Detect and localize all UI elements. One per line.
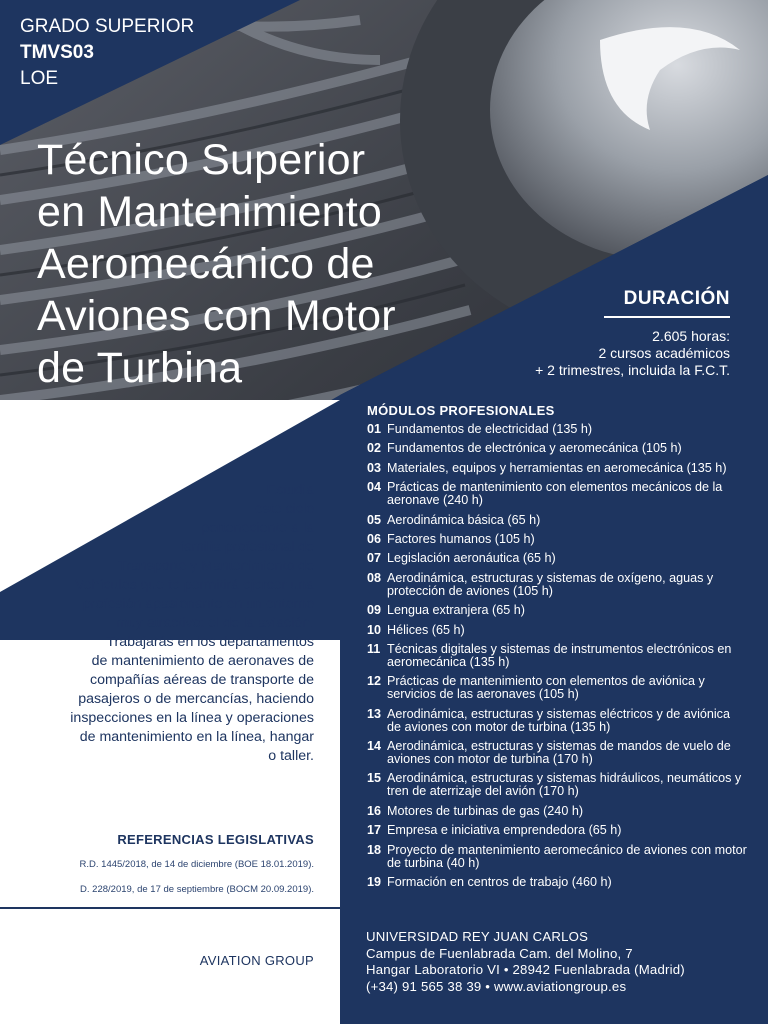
intro-line: compañías aéreas de transporte de xyxy=(90,672,314,688)
module-item xyxy=(367,643,747,669)
module-number: 11 xyxy=(367,641,381,656)
intro-line: muy atractivo: el de la aviación. xyxy=(116,615,314,631)
contact-block xyxy=(366,929,685,995)
contact-line: UNIVERSIDAD REY JUAN CARLOS xyxy=(366,929,589,944)
module-text: Proyecto de mantenimiento aeromecánico de aviones con motor de turbina (40 h) xyxy=(387,842,747,870)
module-text: Formación en centros de trabajo (460 h) xyxy=(387,875,612,890)
law-label: LOE xyxy=(20,68,59,89)
duration-line: 2.605 horas: xyxy=(652,328,730,344)
intro-line: profesión apasionante en un entorno xyxy=(82,596,314,612)
intro-line: pasajeros o de mercancías, haciendo xyxy=(78,691,314,707)
module-text: Prácticas de mantenimiento con elementos de aviónica y servicios de las aeronaves (105 h) xyxy=(387,674,705,702)
intro-line: familia profesional de xyxy=(179,539,314,555)
module-number: 18 xyxy=(367,842,382,857)
title-line: Aviones con Motor xyxy=(37,292,396,340)
title-line: Técnico Superior xyxy=(37,136,366,184)
page-title xyxy=(37,134,517,394)
module-number: 06 xyxy=(367,531,382,546)
intro-line: de mantenimiento de aeronaves de xyxy=(91,653,314,669)
program-code: TMVS03 xyxy=(20,42,94,63)
title-line: en Mantenimiento xyxy=(37,188,383,236)
module-number: 09 xyxy=(367,603,382,618)
module-text: Aerodinámica, estructuras y sistemas hidráulicos, neumáticos y tren de aterrizaje del avión (170 h) xyxy=(387,771,742,799)
aviation-group-logo xyxy=(38,418,184,485)
module-item xyxy=(367,423,747,436)
module-number: 03 xyxy=(367,460,382,475)
module-item xyxy=(367,572,747,598)
reference-item: R.D. 1445/2018, de 14 de diciembre (BOE 18.01.2019). xyxy=(79,859,314,870)
module-text: Lengua extranjera (65 h) xyxy=(387,603,525,618)
duration-block xyxy=(530,288,730,379)
module-number: 16 xyxy=(367,803,382,818)
logo-name: AVIATIONGROUP xyxy=(45,462,177,477)
logo-monogram: GA xyxy=(88,425,134,460)
module-item xyxy=(367,604,747,617)
module-text: Legislación aeronáutica (65 h) xyxy=(387,551,556,566)
intro-line: este ciclo xyxy=(254,501,314,517)
module-item xyxy=(367,708,747,734)
module-number: 14 xyxy=(367,739,382,754)
footer-brand: AVIATION GROUP xyxy=(199,953,314,968)
module-number: 13 xyxy=(367,706,382,721)
module-item xyxy=(367,462,747,475)
module-text: Técnicas digitales y sistemas de instrumentos electrónicos en aeromecánica (135 h) xyxy=(387,641,732,669)
module-item xyxy=(367,805,747,818)
module-text: Hélices (65 h) xyxy=(387,622,465,637)
module-number: 17 xyxy=(367,823,382,838)
module-text: Aerodinámica, estructuras y sistemas de mandos de vuelo de aviones con motor de turbina (170 h) xyxy=(387,739,731,767)
intro-line: Trabajarás en los departamentos xyxy=(106,634,314,650)
module-item xyxy=(367,675,747,701)
module-item xyxy=(367,624,747,637)
module-number: 10 xyxy=(367,622,382,637)
modules-heading: MÓDULOS PROFESIONALES xyxy=(367,403,555,418)
module-number: 05 xyxy=(367,512,382,527)
module-number: 08 xyxy=(367,570,382,585)
module-text: Fundamentos de electricidad (135 h) xyxy=(387,422,593,436)
duration-line: 2 cursos académicos xyxy=(598,345,730,361)
logo-tagline: BORNTOFLY xyxy=(83,479,139,485)
module-text: Fundamentos de electrónica y aeromecánica (105 h) xyxy=(387,441,682,456)
title-line: de Turbina xyxy=(37,344,243,392)
module-item xyxy=(367,481,747,507)
contact-line: Campus de Fuenlabrada Cam. del Molino, 7 xyxy=(366,945,633,961)
intro-line: de mantenimiento en la línea, hangar xyxy=(79,729,314,745)
module-item xyxy=(367,772,747,798)
module-number: 02 xyxy=(367,441,382,456)
module-item xyxy=(367,844,747,870)
module-text: Aerodinámica básica (65 h) xyxy=(387,512,541,527)
intro-line: perteneciente a la xyxy=(201,520,314,536)
module-item xyxy=(367,552,747,565)
wings-emblem-icon xyxy=(41,418,181,460)
reference-item: D. 228/2019, de 17 de septiembre (BOCM 20.09.2019). xyxy=(80,884,314,895)
module-text: Factores humanos (105 h) xyxy=(387,531,535,546)
intro-line: Estudia xyxy=(266,482,314,498)
duration-heading: DURACIÓN xyxy=(604,288,730,318)
module-item xyxy=(367,514,747,527)
legal-references xyxy=(80,832,314,909)
module-item xyxy=(367,876,747,889)
intro-line: Transporte y Mantenimiento de xyxy=(118,558,314,574)
duration-line: + 2 trimestres, incluida la F.C.T. xyxy=(535,362,730,378)
level-label: GRADO SUPERIOR xyxy=(20,16,195,37)
module-text: Prácticas de mantenimiento con elementos mecánicos de la aeronave (240 h) xyxy=(387,480,723,508)
module-number: 01 xyxy=(367,422,382,436)
modules-list xyxy=(367,423,747,895)
module-item xyxy=(367,740,747,766)
title-line: Aeromecánico de xyxy=(37,240,375,288)
module-number: 07 xyxy=(367,551,382,566)
contact-line[interactable]: (+34) 91 565 38 39 • www.aviationgroup.es xyxy=(366,978,627,994)
intro-paragraph xyxy=(14,481,314,766)
program-header xyxy=(20,14,194,92)
module-text: Motores de turbinas de gas (240 h) xyxy=(387,803,584,818)
module-number: 19 xyxy=(367,875,382,890)
module-text: Empresa e iniciativa emprendedora (65 h) xyxy=(387,823,622,838)
module-item xyxy=(367,533,747,546)
intro-line: Vehículos que te permitirá ejercer una xyxy=(75,577,314,593)
contact-line: Hangar Laboratorio VI • 28942 Fuenlabrada (Madrid) xyxy=(366,962,685,977)
module-item xyxy=(367,824,747,837)
intro-line: inspecciones en la línea y operaciones xyxy=(70,710,314,726)
module-text: Materiales, equipos y herramientas en aeromecánica (135 h) xyxy=(387,460,727,475)
module-text: Aerodinámica, estructuras y sistemas eléctricos y de aviónica de aviones con motor de turbina (135 h) xyxy=(387,706,730,734)
module-number: 12 xyxy=(367,674,382,689)
intro-line: o taller. xyxy=(268,748,314,764)
module-number: 15 xyxy=(367,771,382,786)
references-heading: REFERENCIAS LEGISLATIVAS xyxy=(117,832,314,847)
module-text: Aerodinámica, estructuras y sistemas de oxígeno, aguas y protección de aviones (105 h) xyxy=(387,570,714,598)
module-number: 04 xyxy=(367,480,382,495)
footer-divider xyxy=(0,907,768,909)
module-item xyxy=(367,442,747,455)
